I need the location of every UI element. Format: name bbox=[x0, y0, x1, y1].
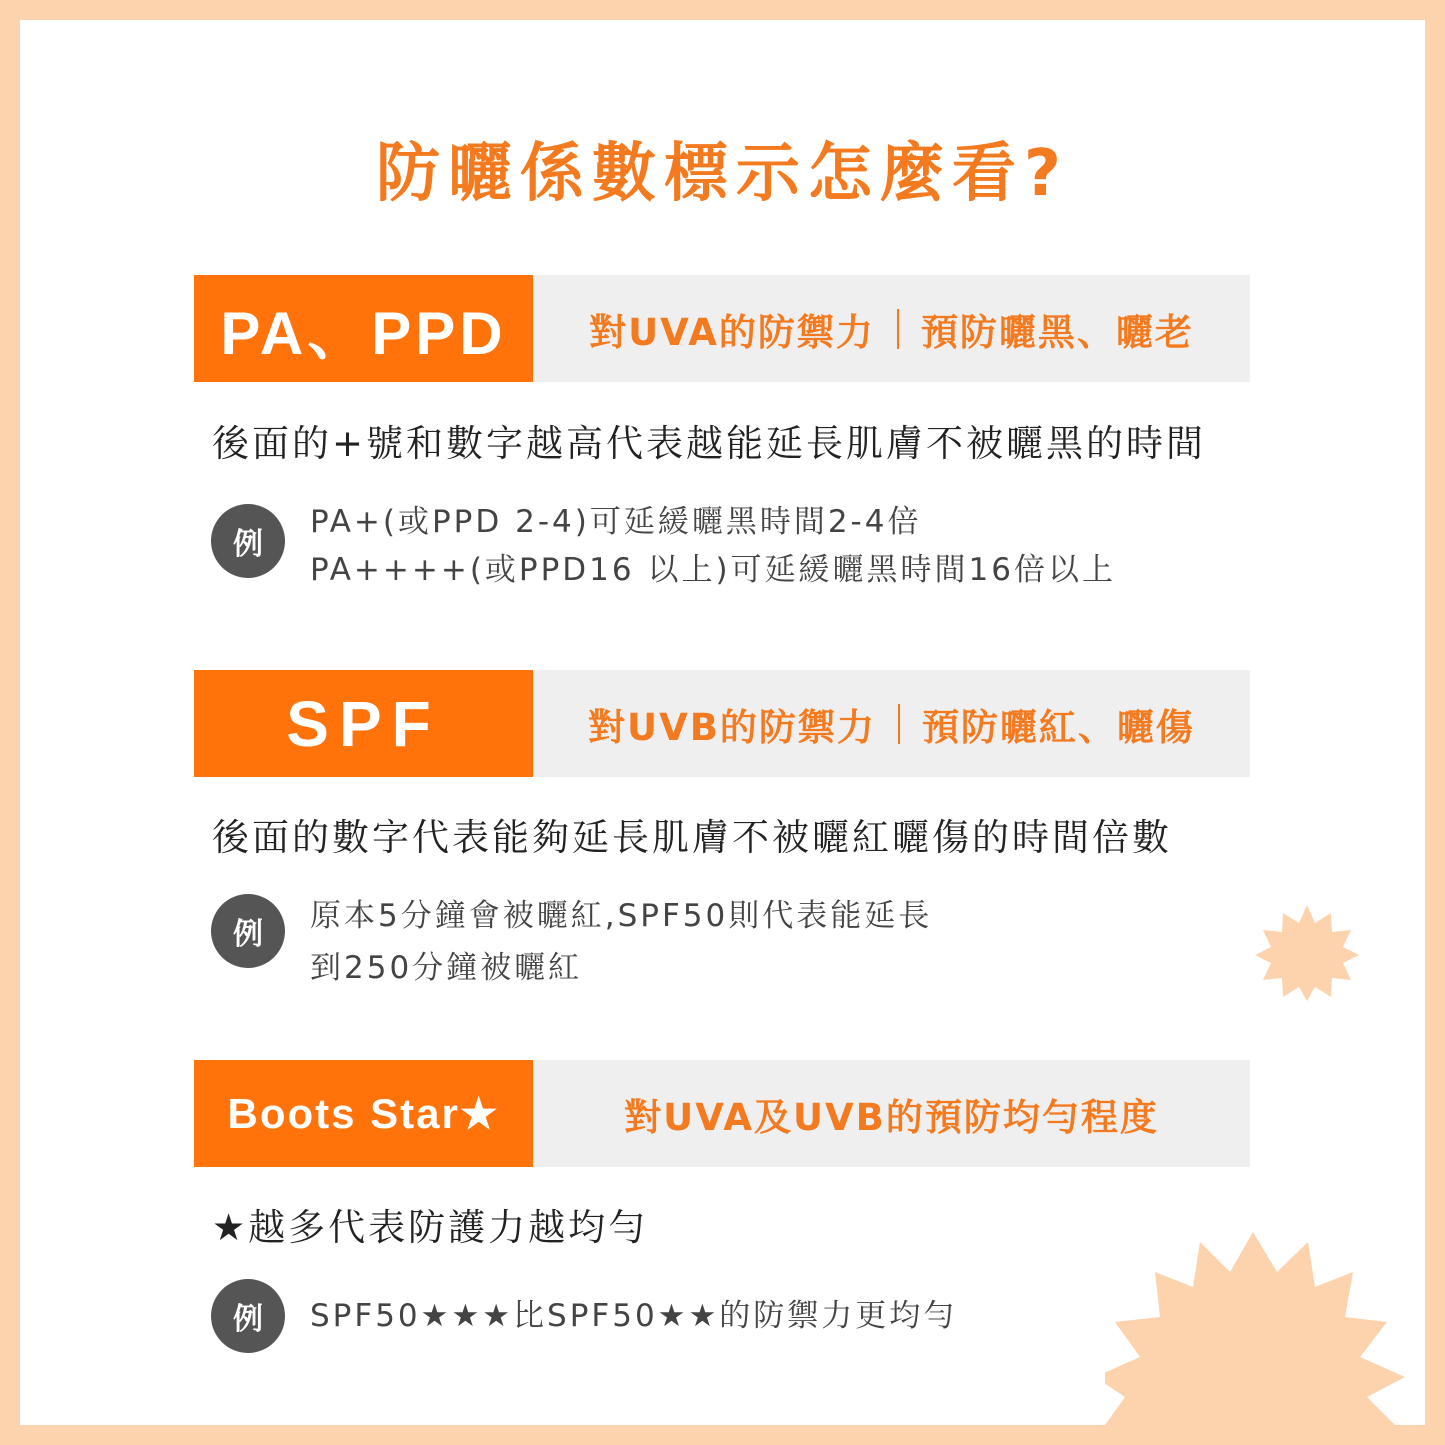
divider bbox=[898, 704, 900, 744]
pa-ppd-desc-left: 對UVA的防禦力 bbox=[589, 310, 875, 354]
boots-star-tag: Boots Star★ bbox=[194, 1060, 533, 1167]
pa-ppd-statement: 後面的+號和數字越高代表越能延長肌膚不被曬黑的時間 bbox=[212, 422, 1207, 465]
infographic-card bbox=[20, 20, 1425, 1425]
pa-ppd-tag: PA、PPD bbox=[194, 275, 533, 382]
section-header-pa-ppd bbox=[194, 275, 1250, 382]
spf-statement: 後面的數字代表能夠延長肌膚不被曬紅曬傷的時間倍數 bbox=[212, 816, 1172, 859]
example-badge: 例 bbox=[211, 504, 285, 578]
sunburst-small-icon bbox=[1252, 903, 1362, 1003]
pa-ppd-example-line-2: PA++++(或PPD16 以上)可延緩曬黑時間16倍以上 bbox=[310, 552, 1117, 588]
spf-description bbox=[533, 670, 1250, 777]
spf-example-line-2: 到250分鐘被曬紅 bbox=[310, 950, 583, 986]
boots-star-description: 對UVA及UVB的預防均勻程度 bbox=[624, 1095, 1159, 1139]
boots-star-example-line-1: SPF50★★★比SPF50★★的防禦力更均勻 bbox=[310, 1298, 958, 1334]
pa-ppd-desc-right: 預防曬黑、曬老 bbox=[920, 310, 1194, 354]
pa-ppd-example-line-1: PA+(或PPD 2-4)可延緩曬黑時間2-4倍 bbox=[310, 504, 922, 540]
example-badge: 例 bbox=[211, 894, 285, 968]
divider bbox=[897, 309, 899, 349]
section-header-boots-star bbox=[194, 1060, 1250, 1167]
spf-desc-right: 預防曬紅、曬傷 bbox=[921, 705, 1195, 749]
spf-example-line-1: 原本5分鐘會被曬紅,SPF50則代表能延長 bbox=[310, 898, 933, 934]
example-badge: 例 bbox=[211, 1279, 285, 1353]
spf-desc-left: 對UVB的防禦力 bbox=[588, 705, 876, 749]
pa-ppd-description bbox=[533, 275, 1250, 382]
sunburst-large-icon bbox=[1105, 1232, 1425, 1425]
page-title: 防曬係數標示怎麼看? bbox=[375, 137, 1070, 211]
boots-star-statement: ★越多代表防護力越均勻 bbox=[212, 1206, 649, 1249]
spf-tag: SPF bbox=[194, 670, 533, 777]
section-header-spf bbox=[194, 670, 1250, 777]
